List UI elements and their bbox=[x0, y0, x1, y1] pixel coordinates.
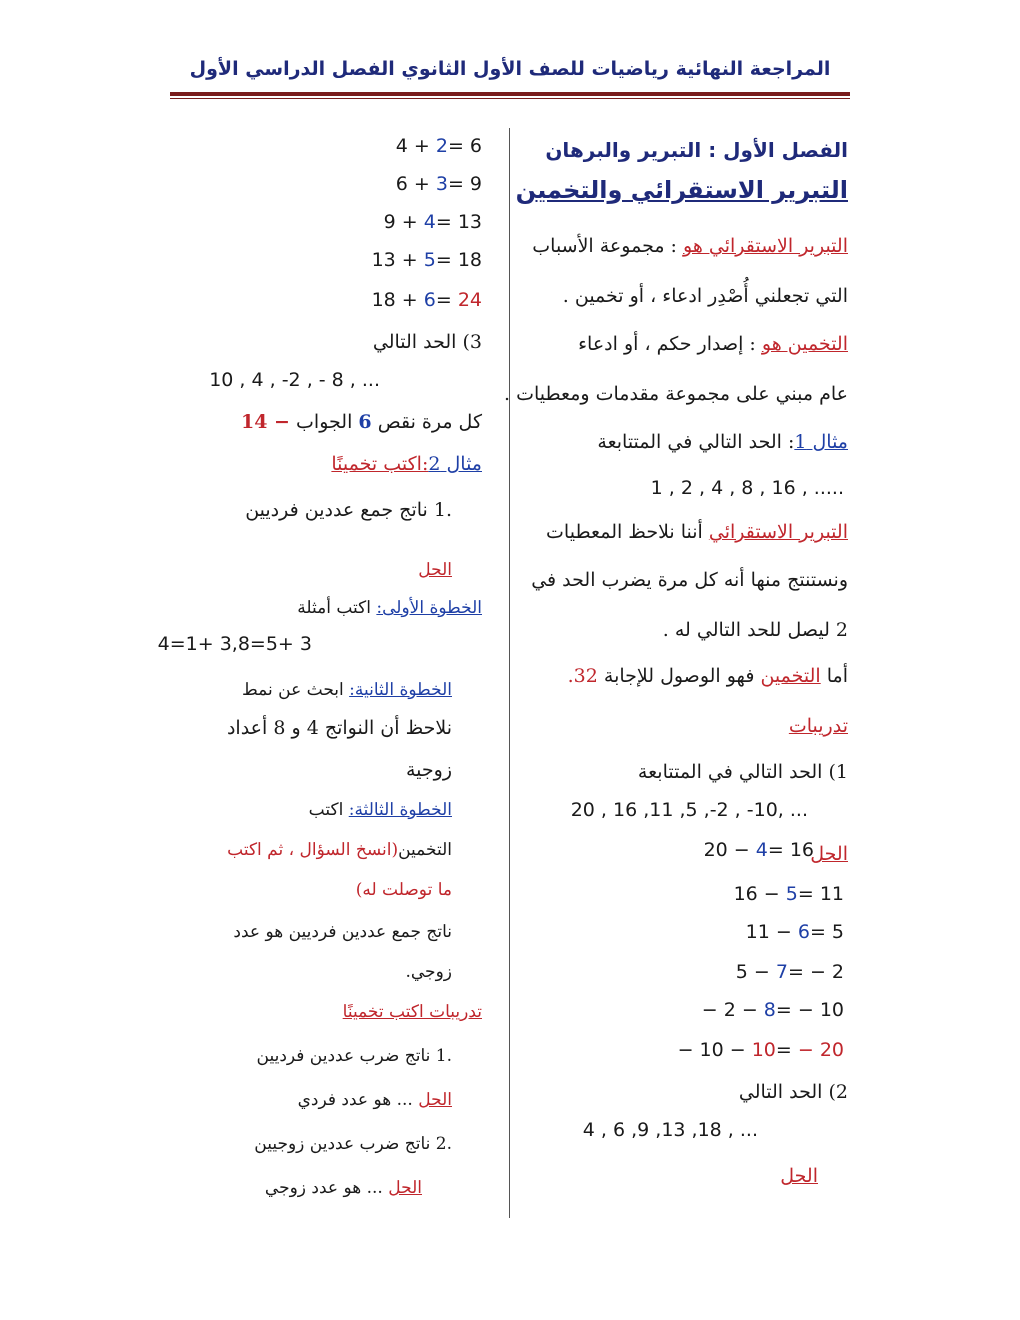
example-1 bbox=[597, 430, 848, 454]
conclusion-line: زوجي. bbox=[405, 962, 452, 982]
explanation-line: ونستنتج منها أنه كل مرة يضرب الحد في bbox=[531, 569, 848, 591]
drills-title: تدريبات bbox=[788, 715, 848, 737]
example-sequence: 1 , 2 , 4 , 8 , 16 , ..... bbox=[650, 477, 844, 499]
solution-step: 6 + 3= 9 bbox=[395, 173, 482, 195]
solution-step: 5 − 7= − 2 bbox=[735, 961, 844, 983]
solution-step: 11 − 6= 5 bbox=[745, 921, 844, 943]
solution-step: 18 + 6= 24 bbox=[371, 289, 482, 311]
solution-step: − 10 − 10= − 20 bbox=[677, 1039, 844, 1061]
term-conjecture: التخمين bbox=[760, 665, 821, 687]
step-2-line: نلاحظ أن النواتج 4 و 8 أعداد bbox=[226, 717, 452, 739]
solution-label: الحل bbox=[810, 843, 848, 865]
question-sequence: 10 , 4 , -2 , - 8 , ... bbox=[209, 369, 380, 391]
column-divider bbox=[509, 128, 510, 1218]
conclusion: ناتج جمع عددين فرديين هو عدد bbox=[233, 922, 452, 942]
question-3-answer: كل مرة نقص 6 الجواب − 14 bbox=[240, 411, 482, 433]
solution-step: 13 + 5= 18 bbox=[371, 249, 482, 271]
step-2-line: زوجية bbox=[405, 759, 452, 781]
drill-1: .1 ناتج ضرب عددين فرديين bbox=[256, 1046, 452, 1066]
question-1: 1) الحد التالي في المتتابعة bbox=[637, 761, 848, 783]
step-2: الخطوة الثانية: ابحث عن نمط bbox=[242, 680, 452, 700]
lesson-title: التبرير الاستقرائي والتخمين bbox=[515, 176, 848, 204]
example-item: .1 ناتج جمع عددين فرديين bbox=[245, 499, 452, 521]
question-sequence: 20 , 16 ,11 ,5 ,-2 , -10, ... bbox=[570, 799, 808, 821]
drill-2: .2 ناتج ضرب عددين زوجيين bbox=[254, 1134, 452, 1154]
solution-step: 16 − 5= 11 bbox=[733, 883, 844, 905]
header-rule bbox=[170, 92, 850, 96]
header-rule-thin bbox=[170, 98, 850, 99]
step-1: الخطوة الأولى: اكتب أمثلة bbox=[297, 598, 482, 618]
definition-line: عام مبني على مجموعة مقدمات ومعطيات . bbox=[503, 383, 848, 405]
drill-2-answer: الحل ... هو عدد زوجي bbox=[264, 1178, 422, 1198]
header-title: المراجعة النهائية رياضيات للصف الأول الثانوي الفصل الدراسي الأول bbox=[189, 58, 831, 80]
term-induction: التبرير الاستقرائي هو bbox=[683, 235, 848, 257]
definition-line: التي تجعلني أُصْدِر ادعاء ، أو تخمين . bbox=[562, 285, 848, 307]
example-2: مثال 2:اكتب تخمينًا bbox=[331, 453, 482, 475]
example-text: : الحد التالي في المتتابعة bbox=[597, 431, 795, 453]
explanation-line: 2 ليصل للحد التالي له . bbox=[662, 619, 848, 641]
drills-title: تدريبات اكتب تخمينًا bbox=[342, 1002, 482, 1022]
definition-text: : مجموعة الأسباب bbox=[532, 235, 677, 257]
step-1-values: 4=1+ 3,8=5+ 3 bbox=[157, 633, 312, 655]
example-label: مثال 1 bbox=[794, 431, 848, 453]
solution-label: الحل bbox=[780, 1165, 818, 1187]
solution-step: 20 − 4= 16 bbox=[703, 839, 814, 861]
definition-conjecture bbox=[578, 332, 848, 356]
page-header bbox=[170, 52, 850, 98]
term-conjecture: التخمين هو bbox=[761, 333, 848, 355]
definition-text: : إصدار حكم ، أو ادعاء bbox=[578, 333, 756, 355]
term-induction: التبرير الاستقرائي bbox=[708, 521, 848, 543]
question-2: 2) الحد التالي bbox=[738, 1081, 848, 1103]
question-3: 3) الحد التالي bbox=[372, 331, 482, 353]
chapter-title: الفصل الأول : التبرير والبرهان bbox=[545, 138, 848, 162]
solution-step: 9 + 4= 13 bbox=[383, 211, 482, 233]
induction-explanation bbox=[546, 520, 848, 544]
conjecture-explanation: أما التخمين فهو الوصول للإجابة 32. bbox=[567, 665, 848, 687]
conjecture-instruction-line: ما توصلت له) bbox=[355, 880, 452, 900]
drill-1-answer: الحل ... هو عدد فردي bbox=[297, 1090, 452, 1110]
explanation-text: أننا نلاحظ المعطيات bbox=[546, 521, 703, 543]
step-3: الخطوة الثالثة: اكتب bbox=[308, 800, 452, 820]
solution-label: الحل bbox=[418, 560, 452, 580]
solution-step: − 2 − 8= − 10 bbox=[701, 999, 844, 1021]
conjecture-instruction: التخمين(انسخ السؤال ، ثم اكتب bbox=[227, 840, 452, 860]
question-sequence: 4 , 6 ,9 ,13 ,18 , ... bbox=[582, 1119, 758, 1141]
solution-step: 4 + 2= 6 bbox=[395, 135, 482, 157]
definition-induction bbox=[532, 234, 848, 258]
answer-value: 32. bbox=[567, 665, 598, 687]
